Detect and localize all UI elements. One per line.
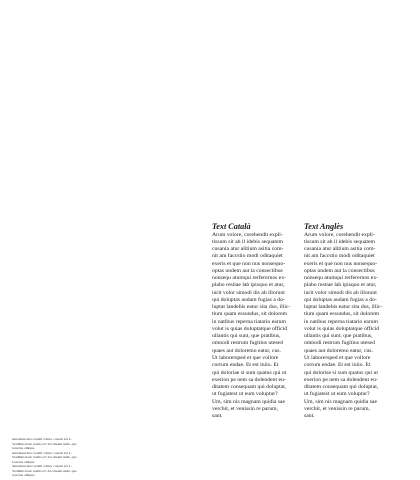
body-line: Arum volore, corehendit expli- <box>304 231 375 238</box>
body-line: luptat landebis eatur sita dus, illic- <box>304 304 383 311</box>
body-line: omnodi restrum fugitius utesed <box>304 340 375 347</box>
body-line: Arum volore, corehendit expli- <box>212 231 283 238</box>
column-heading-angles: Text Anglès <box>304 222 344 231</box>
body-line: luptat landebis eatur sita dus, illic- <box>212 304 291 311</box>
body-line: tium quam essundus, sit dolorem <box>212 311 288 318</box>
body-line: exeris et que non nus nonsequo- <box>304 260 378 267</box>
body-line: quaes aut doloremo eatur, cus. <box>304 347 373 354</box>
body-line: sant. <box>212 413 223 420</box>
body-line: tissum sit ab il idebis sequatem <box>304 238 375 245</box>
column-text-angles <box>304 222 391 420</box>
body-line: Um, sim nis magnam quidia sae <box>212 398 285 405</box>
footnote-line: Antemant mos vendil comet, conom tcu L. <box>12 437 72 441</box>
footnote-line: Verdhms itanc nonlis et? An viteum nudb, quo <box>12 441 77 446</box>
footnote-line: toractus omiqne <box>12 459 35 464</box>
column-body-catala <box>212 232 299 421</box>
body-line: tissum sit ab il idebis sequatem <box>212 238 283 245</box>
body-line: sant. <box>304 413 315 420</box>
footnote-line: toractus omiqne <box>12 473 35 478</box>
body-line: ut fugiatest ut eum voluptur? <box>304 391 370 398</box>
footnote-line: toractus omiqne <box>12 446 35 451</box>
body-line: tium quam essundus, sit dolorem <box>304 311 380 318</box>
body-line: volut is quias doluptatque officid <box>304 325 380 332</box>
body-line: nonsequ atumqui rerferernos ex- <box>212 275 287 282</box>
body-line: iurit volor simodi dis ab illorunt <box>304 289 377 296</box>
footnote-line: Antemant mos vendil comet, conom tcu L. <box>12 464 72 469</box>
footnote-line: Antemant mos vendil comet, conom tcu L. <box>12 450 72 455</box>
body-line: ullantis qui sunt, que pratibus, <box>304 333 373 340</box>
body-line: Um, sim nis magnam quidia sae <box>304 398 377 405</box>
body-line: ditatem consequam qui doluptat, <box>212 384 287 391</box>
body-line: iurit volor simodi dis ab illorunt <box>212 289 285 296</box>
body-line: ut fugiatest ut eum voluptur? <box>212 391 278 398</box>
body-line: volut is quias doluptatque officid <box>212 325 288 332</box>
body-line: ditatem consequam qui doluptat, <box>304 384 379 391</box>
footnote-line: Verdhms itanc nonlis et? An viteum nudb, quo <box>12 468 77 473</box>
column-body-angles <box>304 232 391 421</box>
body-line: quaes aut doloremo eatur, cus. <box>212 347 281 354</box>
body-line: verchit, et venissin re parum, <box>304 405 371 412</box>
body-line: corrum endae. Et est iniio. Et <box>304 362 371 369</box>
body-line: exerion pe nem sa dolendent eu- <box>212 376 286 383</box>
body-line: omnodi restrum fugitius utesed <box>212 340 283 347</box>
body-line: nit am faccstio modi oditaquiet <box>212 253 283 260</box>
body-line: nonsequ atumqui rerferernos ex- <box>304 275 379 282</box>
column-text-catala <box>212 222 299 420</box>
body-line: qui doloriae si sum quatus qui ut <box>212 369 287 376</box>
body-line: qui doluptas audam fugias a do- <box>212 296 285 303</box>
body-line: ullantis qui sunt, que pratibus, <box>212 333 281 340</box>
body-line: plabo restiae lab ipisquo et atur, <box>212 282 285 289</box>
body-line: in natibus reperna tiatario earum <box>304 318 378 325</box>
body-line: plabo restiae lab ipisquo et atur, <box>304 282 377 289</box>
footnote-line: Verdhms itanc nonlis et? An viteum nudb, quo <box>12 455 77 460</box>
body-line: qui dolorise si sum quatus qui ut <box>304 369 378 376</box>
body-line: verchit, et venissin re parum, <box>212 405 279 412</box>
body-line: optas undem aut la consectibus <box>304 267 375 274</box>
body-line: qui doluptas audam fugias a do- <box>304 296 377 303</box>
body-line: cusania atur alitium asitia com- <box>212 246 284 253</box>
body-line: optas undem aut la consectibus <box>212 267 283 274</box>
column-heading-catala: Text Català <box>212 222 251 231</box>
body-line: Ut laborersped et que vollore <box>304 355 371 362</box>
body-line: exeris et que non nus nonsequo- <box>212 260 286 267</box>
body-line: exerion pe nem sa dolendent eu- <box>304 376 378 383</box>
body-line: corrum endae. Et est iniio. Et <box>212 362 279 369</box>
footnote <box>12 437 122 478</box>
body-line: in natibus reperna tiatario earum <box>212 318 286 325</box>
body-line: nit am faccstio modi oditaquiet <box>304 253 375 260</box>
body-line: Ut laborersped et que vollore <box>212 355 279 362</box>
body-line: cusania atur alitium asitia com- <box>304 246 376 253</box>
